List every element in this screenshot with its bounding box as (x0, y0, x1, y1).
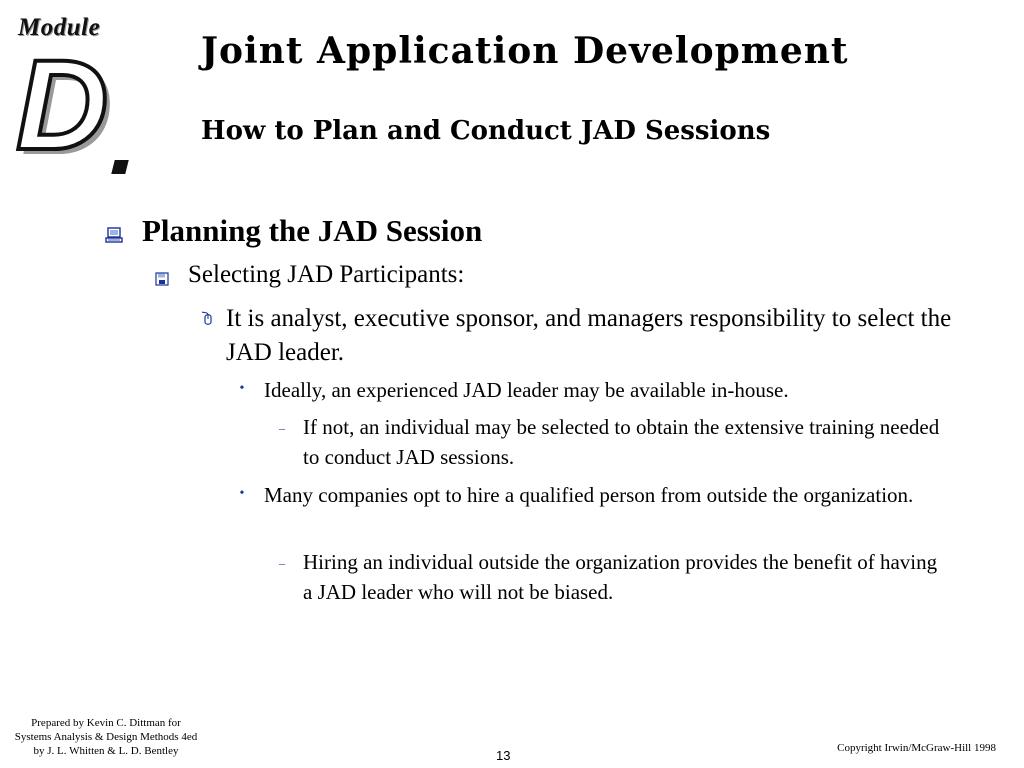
bullet-level4-a: Ideally, an experienced JAD leader may be available in-house. (264, 378, 789, 402)
slide-title: Joint Application Development (201, 30, 849, 72)
bullet-level5-a: If not, an individual may be selected to obtain the extensive training needed to conduct JAD sessions. (303, 415, 940, 469)
footer-credit (0, 716, 212, 758)
bullet-level3: It is analyst, executive sponsor, and managers responsibility to select the JAD leader. (226, 305, 952, 366)
logo-word: Module (18, 14, 101, 41)
dot-bullet-icon: • (239, 486, 245, 501)
logo-letter: D (16, 34, 109, 177)
bullet-level1: Planning the JAD Session (142, 213, 483, 248)
page-number: 13 (496, 748, 511, 763)
copyright: Copyright Irwin/McGraw-Hill 1998 (837, 742, 996, 754)
credit-line-1: Prepared by Kevin C. Dittman for (31, 717, 181, 729)
disk-icon (155, 272, 169, 286)
bullet-level4-b: Many companies opt to hire a qualified person from outside the organization. (264, 483, 914, 507)
bullet-level2: Selecting JAD Participants: (188, 261, 465, 288)
credit-line-3: by J. L. Whitten & L. D. Bentley (33, 745, 179, 757)
credit-line-2: Systems Analysis & Design Methods 4ed (14, 731, 198, 743)
module-logo (10, 14, 140, 184)
computer-icon (105, 226, 123, 244)
bullet-level5-b: Hiring an individual outside the organization provides the benefit of having a JAD leader who will not be biased. (303, 550, 938, 604)
logo-dot (111, 160, 128, 174)
dot-bullet-icon: • (239, 381, 245, 396)
dash-bullet-icon: – (279, 420, 285, 435)
slide-subtitle: How to Plan and Conduct JAD Sessions (201, 116, 771, 146)
mouse-icon (200, 311, 216, 327)
dash-bullet-icon: – (279, 555, 285, 570)
